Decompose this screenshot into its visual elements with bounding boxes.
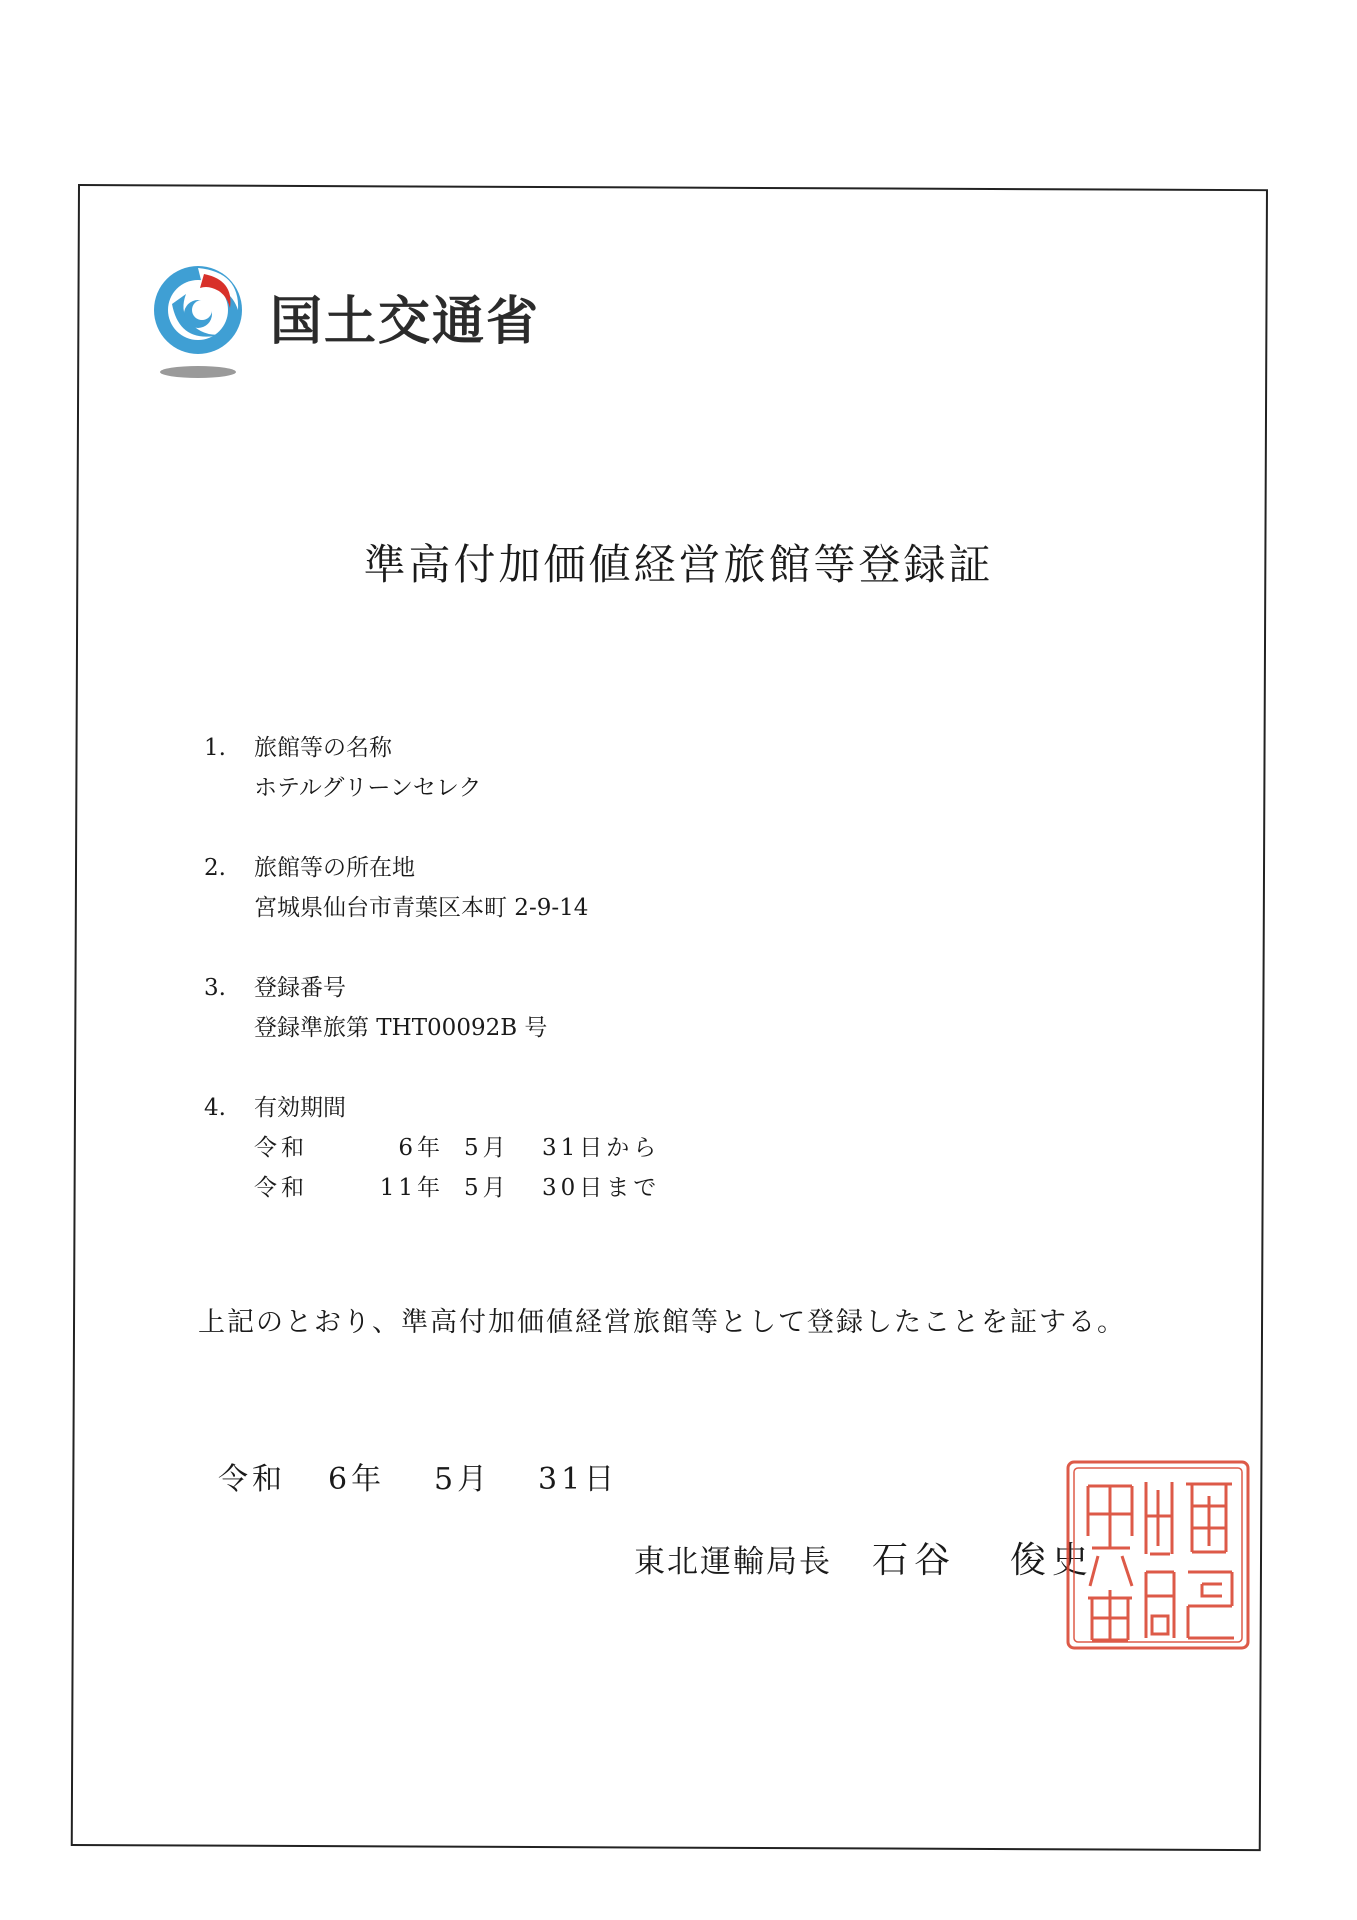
from-era: 令和 [254, 1135, 308, 1161]
issue-era: 令和 [218, 1462, 286, 1497]
issue-year: 6年 [328, 1462, 386, 1497]
issue-day: 31日 [538, 1462, 619, 1497]
item-number: 4. [204, 1095, 226, 1121]
signatory [634, 1532, 1094, 1583]
item-heading: 登録番号 [254, 975, 346, 1001]
to-year: 11年 [379, 1175, 444, 1201]
certificate-items [204, 728, 660, 1248]
issue-month: 5月 [434, 1462, 492, 1497]
official-seal-icon [1062, 1456, 1254, 1654]
signatory-family-name: 石谷 [872, 1540, 957, 1581]
facility-address: 宮城県仙台市青葉区本町 2-9-14 [254, 895, 589, 921]
certification-statement: 上記のとおり、準高付加価値経営旅館等として登録したことを証する。 [198, 1307, 1126, 1338]
item-number: 3. [204, 975, 226, 1001]
item-heading: 旅館等の所在地 [254, 855, 415, 881]
ministry-name: 国土交通省 [270, 291, 541, 352]
signatory-given-name: 俊史 [1010, 1540, 1095, 1581]
from-year: 6年 [398, 1135, 444, 1161]
validity-from [204, 1128, 660, 1168]
issue-date [218, 1454, 618, 1498]
item-number: 1. [204, 735, 226, 761]
from-day: 31日から [542, 1135, 661, 1161]
validity-to [204, 1168, 660, 1208]
mlit-logo-icon [150, 264, 250, 384]
certificate-title: 準高付加価値経営旅館等登録証 [363, 540, 994, 589]
item-facility-address [204, 848, 660, 928]
item-number: 2. [204, 855, 226, 881]
item-facility-name [204, 728, 660, 808]
to-day: 30日まで [542, 1175, 661, 1201]
signatory-title: 東北運輸局長 [634, 1544, 832, 1580]
facility-name: ホテルグリーンセレク [254, 775, 482, 801]
registration-number: 登録準旅第 THT00092B 号 [254, 1015, 548, 1041]
item-heading: 旅館等の名称 [254, 735, 392, 761]
to-month: 5月 [464, 1175, 510, 1201]
ministry-logo [150, 264, 540, 384]
item-heading: 有効期間 [254, 1095, 346, 1121]
to-era: 令和 [254, 1175, 308, 1201]
from-month: 5月 [464, 1135, 510, 1161]
item-registration-number [204, 968, 660, 1048]
item-validity-period [204, 1088, 660, 1208]
